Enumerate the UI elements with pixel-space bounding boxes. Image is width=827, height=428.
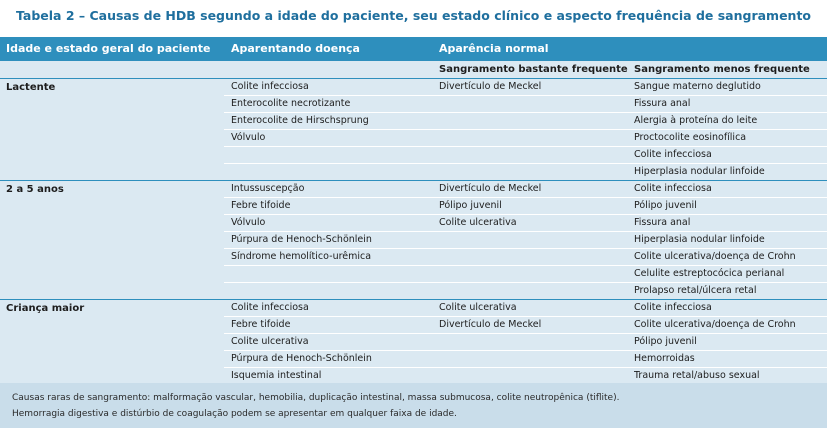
cell-less-frequent: Colite infecciosa [634,302,712,313]
cell-ill: Colite ulcerativa [231,336,309,347]
cell-frequent: Divertículo de Meckel [439,319,542,330]
cell-less-frequent: Colite infecciosa [634,183,712,194]
cell-ill [231,266,431,282]
cell-ill: Isquemia intestinal [231,370,322,381]
table-row [0,181,827,198]
cell-less-frequent: Colite ulcerativa/doença de Crohn [634,251,796,262]
cell-ill: Intussuscepção [231,183,305,194]
cell-frequent [439,130,629,146]
cell-ill: Síndrome hemolítico-urêmica [231,251,372,262]
cell-less-frequent: Hiperplasia nodular linfoide [634,234,765,245]
row-group [0,300,827,385]
cell-less-frequent: Hemorroidas [634,353,695,364]
cell-less-frequent: Sangue materno deglutido [634,81,761,92]
cell-less-frequent: Celulite estreptocócica perianal [634,268,785,279]
row-group [0,181,827,300]
table-title: Tabela 2 – Causas de HDB segundo a idade do paciente, seu estado clínico e aspecto frequência de sangramento [0,0,827,32]
table-row [0,113,827,130]
header-normal-column: Aparência normal [439,42,549,55]
table-row [0,266,827,283]
cell-frequent [439,147,629,163]
footnote-any-age: Hemorragia digestiva e distúrbio de coagulação podem se apresentar em qualquer faixa de idade. [12,409,457,419]
subheader-frequent: Sangramento bastante frequente [439,64,628,75]
table-body [0,61,827,383]
table-row [0,215,827,232]
cell-ill: Enterocolite necrotizante [231,98,351,109]
cell-less-frequent: Pólipo juvenil [634,200,697,211]
table-row [0,198,827,215]
table-footnotes [0,383,827,428]
cell-less-frequent: Fissura anal [634,217,691,228]
cell-less-frequent: Hiperplasia nodular linfoide [634,166,765,177]
cell-frequent [439,266,629,282]
cell-frequent [439,249,629,265]
table-row [0,96,827,113]
cell-less-frequent: Colite ulcerativa/doença de Crohn [634,319,796,330]
cell-ill [231,283,431,299]
table-row [0,79,827,96]
cell-frequent [439,334,629,350]
cell-less-frequent: Trauma retal/abuso sexual [634,370,760,381]
cell-frequent [439,113,629,129]
cell-less-frequent: Pólipo juvenil [634,336,697,347]
cell-less-frequent: Proctocolite eosinofílica [634,132,747,143]
header-age-column: Idade e estado geral do paciente [6,42,211,55]
subheader-less-frequent: Sangramento menos frequente [634,64,810,75]
cell-ill: Púrpura de Henoch-Schönlein [231,234,372,245]
cell-ill: Colite infecciosa [231,302,309,313]
group-label: 2 a 5 anos [6,184,64,195]
group-label: Criança maior [6,303,85,314]
cell-ill: Vólvulo [231,132,266,143]
table-row [0,164,827,181]
table-row [0,283,827,300]
cell-frequent [439,283,629,299]
cell-less-frequent: Alergia à proteína do leite [634,115,758,126]
cell-frequent [439,96,629,112]
cell-ill [231,147,431,163]
cell-frequent [439,164,629,180]
cell-frequent: Colite ulcerativa [439,217,517,228]
cell-frequent: Pólipo juvenil [439,200,502,211]
cell-frequent: Colite ulcerativa [439,302,517,313]
cell-ill: Febre tifoide [231,319,291,330]
cell-ill: Enterocolite de Hirschsprung [231,115,369,126]
header-ill-column: Aparentando doença [231,42,360,55]
cell-ill: Colite infecciosa [231,81,309,92]
group-label: Lactente [6,82,56,93]
table-row [0,317,827,334]
table-row [0,232,827,249]
cell-less-frequent: Colite infecciosa [634,149,712,160]
footnote-rare-causes: Causas raras de sangramento: malformação vascular, hemobilia, duplicação intestinal, massa submucosa, colite neutropênica (tiflite). [12,393,620,403]
cell-frequent [439,368,629,384]
cell-ill: Púrpura de Henoch-Schönlein [231,353,372,364]
table-row [0,334,827,351]
table-header [0,37,827,61]
cell-less-frequent: Fissura anal [634,98,691,109]
table-row [0,351,827,368]
cell-frequent: Divertículo de Meckel [439,183,542,194]
cell-frequent: Divertículo de Meckel [439,81,542,92]
cell-ill: Febre tifoide [231,200,291,211]
cell-less-frequent: Prolapso retal/úlcera retal [634,285,757,296]
cell-ill [231,164,431,180]
table-row [0,147,827,164]
table-row [0,249,827,266]
cell-frequent [439,232,629,248]
cell-ill: Vólvulo [231,217,266,228]
table-row [0,300,827,317]
table-row [0,130,827,147]
row-group [0,79,827,181]
cell-frequent [439,351,629,367]
